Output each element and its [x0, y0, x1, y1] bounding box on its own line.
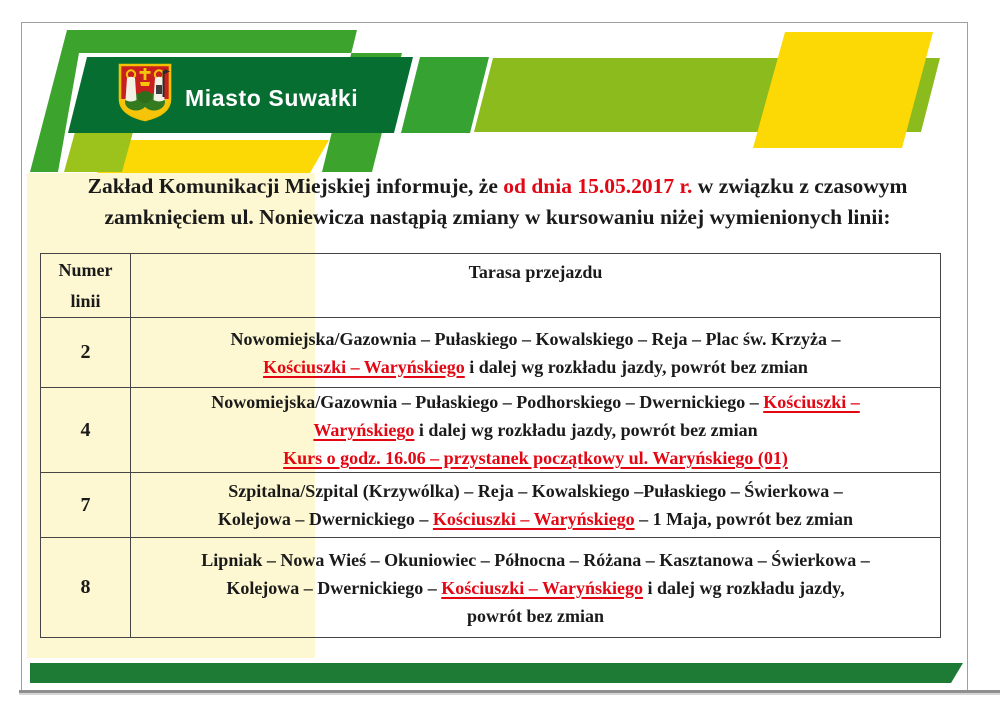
route-cell [131, 388, 940, 472]
route-line [263, 353, 808, 381]
intro-text: w związku z czasowym [692, 174, 908, 198]
yellow-band-left [97, 140, 329, 173]
green-parallelogram-small [401, 57, 489, 133]
table-row [41, 388, 940, 473]
route-segment-highlight: Kościuszki – Waryńskiego [263, 356, 465, 377]
route-segment-highlight: Kurs o godz. 16.06 – przystanek początkowy ul. Waryńskiego (01) [283, 448, 788, 468]
intro-paragraph [30, 171, 965, 233]
header-label: Tarasa przejazdu [468, 262, 603, 282]
route-line [201, 546, 869, 574]
intro-date-highlight: od dnia 15.05.2017 r. [503, 174, 693, 198]
intro-text: Zakład Komunikacji Miejskiej informuje, że [87, 174, 504, 198]
route-line [228, 477, 843, 505]
route-line [283, 444, 788, 472]
route-line [313, 416, 757, 444]
route-line [211, 388, 860, 416]
table-row [41, 318, 940, 388]
olive-piece [64, 132, 133, 172]
header-label: Numer [58, 259, 113, 280]
line-number-cell: 7 [41, 473, 131, 537]
line-number-cell: 8 [41, 538, 131, 637]
route-cell [131, 538, 940, 637]
table-header-row [41, 254, 940, 318]
route-segment: Szpitalna/Szpital (Krzywólka) – Reja – Kowalskiego –Pułaskiego – Świerkowa – [228, 481, 843, 501]
route-segment: i dalej wg rozkładu jazdy, powrót bez zmian [464, 356, 808, 377]
route-segment-highlight: Waryńskiego [313, 420, 415, 440]
route-segment: Kolejowa – Dwernickiego – [217, 509, 433, 529]
route-segment-highlight: Kościuszki – [763, 392, 860, 412]
header-cell-route [131, 254, 940, 317]
route-segment: Nowomiejska/Gazownia – Pułaskiego – Kowalskiego – Reja – Plac św. Krzyża – [230, 328, 841, 349]
route-segment: Nowomiejska/Gazownia – Pułaskiego – Podhorskiego – Dwernickiego – [211, 392, 764, 412]
route-segment: Kolejowa – Dwernickiego – [226, 577, 442, 598]
route-segment: – 1 Maja, powrót bez zmian [634, 509, 854, 529]
intro-line-1 [30, 171, 965, 202]
header-cell-line-number [41, 254, 131, 317]
route-table [40, 253, 941, 638]
route-line [231, 325, 841, 353]
table-row [41, 473, 940, 538]
yellow-parallelogram-right [753, 32, 933, 148]
route-segment: Lipniak – Nowa Wieś – Okuniowiec – Północna – Różana – Kasztanowa – Świerkowa – [201, 549, 870, 570]
route-segment: i dalej wg rozkładu jazdy, [642, 577, 845, 598]
route-line [226, 574, 844, 602]
line-number-cell: 4 [41, 388, 131, 472]
coat-of-arms-icon [118, 63, 172, 122]
table-row [41, 538, 940, 637]
route-cell [131, 473, 940, 537]
route-segment-highlight: Kościuszki – Waryńskiego [441, 577, 643, 598]
route-line [467, 602, 604, 630]
route-segment: powrót bez zmian [467, 605, 604, 626]
route-line [218, 505, 853, 533]
route-cell [131, 318, 940, 387]
route-segment-highlight: Kościuszki – Waryńskiego [432, 509, 635, 529]
brand-title: Miasto Suwałki [185, 85, 359, 111]
route-table-body [41, 318, 940, 637]
bottom-shadow [19, 693, 1000, 695]
header-label: linii [70, 290, 101, 311]
route-segment: i dalej wg rozkładu jazdy, powrót bez zmian [414, 420, 758, 440]
intro-line-2: zamknięciem ul. Noniewicza nastąpią zmiany w kursowaniu niżej wymienionych linii: [104, 205, 891, 229]
line-number-cell: 2 [41, 318, 131, 387]
footer-green-bar [30, 663, 963, 683]
